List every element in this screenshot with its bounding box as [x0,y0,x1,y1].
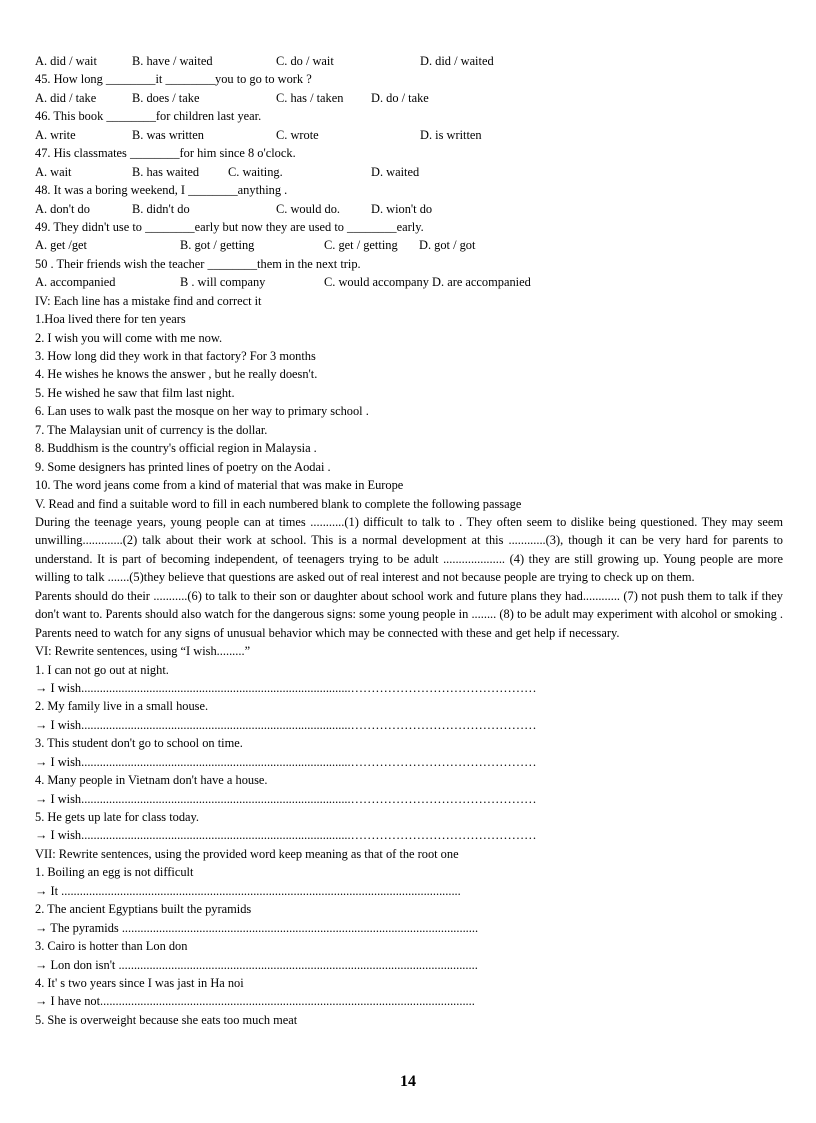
worksheet-page [35,52,783,1029]
page-number: 14 [400,1073,416,1090]
question-49: 49. They didn't use to ________early but now they are used to ________early. [35,219,424,234]
options-q47 [35,163,783,181]
question-50: 50 . Their friends wish the teacher ________them in the next trip. [35,256,361,271]
option-a: A. accompanied [35,275,116,290]
wish-answer-line: → I wish.......................................................................................……………………………………… [35,754,537,769]
option-b: B. have / waited [132,54,213,68]
wish-answer-line: → I wish.......................................................................................……………………………………… [35,680,537,695]
option-c: C. do / wait [276,54,334,68]
wish-item-5: 5. He gets up late for class today. [35,810,200,825]
sentence-9: 9. Some designers has printed lines of poetry on the Aodai . [35,459,331,474]
options-q45 [35,89,783,107]
rewrite-item-5: 5. She is overweight because she eats too much meat [35,1012,298,1027]
question-45: 45. How long ________it ________you to go to work ? [35,72,312,87]
question-47: 47. His classmates ________for him since 8 o'clock. [35,146,296,161]
question-48: 48. It was a boring weekend, I ________anything . [35,183,288,198]
option-d: D. is written [420,127,482,142]
wish-item-3: 3. This student don't go to school on time. [35,736,243,751]
section-vi-heading: VI: Rewrite sentences, using “I wish.........” [35,644,251,659]
option-c: C. waiting. [228,164,283,179]
question-46: 46. This book ________for children last year. [35,109,262,124]
options-q46 [35,126,783,144]
sentence-6: 6. Lan uses to walk past the mosque on her way to primary school . [35,404,369,419]
rewrite-item-3: 3. Cairo is hotter than Lon don [35,939,188,954]
option-a: A. did / take [35,90,97,105]
option-b: B . will company [180,275,266,290]
option-b: B. didn't do [132,201,190,216]
option-b: B. does / take [132,90,200,105]
option-d: D. wion't do [371,201,433,216]
sentence-7: 7. The Malaysian unit of currency is the dollar. [35,422,268,437]
option-c: C. has / taken [276,90,344,105]
options-q44 [35,52,783,70]
wish-item-4: 4. Many people in Vietnam don't have a house. [35,773,268,788]
option-d: D. did / waited [420,54,494,68]
section-v-heading: V. Read and find a suitable word to fill in each numbered blank to complete the following passage [35,496,522,511]
sentence-5: 5. He wished he saw that film last night. [35,385,235,400]
sentence-4: 4. He wishes he knows the answer , but he really doesn't. [35,367,318,382]
option-d: D. waited [371,164,420,179]
passage-paragraph-2: Parents should do their ...........(6) to talk to their son or daughter about school work and future plans they had............ (7) not push them to talk if they don't want to. Parents should also watch for the dangerous signs: some young people in ........ (8) to be adult may experiment with alcohol or smoking . Parents need to watch for any signs of unusual behavior which may be connected with these and get help if necessary. [35,588,783,640]
wish-item-1: 1. I can not go out at night. [35,662,169,677]
section-vii-heading: VII: Rewrite sentences, using the provided word keep meaning as that of the root one [35,846,459,861]
rewrite-answer-line: → Lon don isn't .................................................................................................................... [35,957,478,972]
wish-item-2: 2. My family live in a small house. [35,699,209,714]
options-q49 [35,236,783,254]
options-q48 [35,200,783,218]
rewrite-item-2: 2. The ancient Egyptians built the pyramids [35,902,252,917]
option-c: C. get / getting [324,238,398,253]
sentence-10: 10. The word jeans come from a kind of material that was make in Europe [35,478,404,493]
option-a: A. get /get [35,238,87,253]
option-d: D. do / take [371,90,429,105]
rewrite-item-1: 1. Boiling an egg is not difficult [35,865,194,880]
option-c: C. would do. [276,201,341,216]
passage-paragraph-1: During the teenage years, young people can at times ...........(1) difficult to talk to . They often seem to dislike being questioned. They may seem unwilling.............(2) talk about their work at school. This is a normal development at this ............(3), though it can be very hard for parents to understand. It is part of becoming independent, of teenagers trying to be adult .................... (4) they are still growing up. Young people are more willing to talk .......(5)they believe that questions are asked out of real interest and not because people are trying to check up on them. [35,514,783,585]
rewrite-item-4: 4. It' s two years since I was jast in Ha noi [35,975,244,990]
wish-answer-line: → I wish.......................................................................................……………………………………… [35,791,537,806]
sentence-8: 8. Buddhism is the country's official region in Malaysia . [35,441,317,456]
option-c: C. wrote [276,127,319,142]
option-c-d: C. would accompany D. are accompanied [324,275,531,290]
option-a: A. wait [35,164,72,179]
wish-answer-line: → I wish.......................................................................................……………………………………… [35,828,537,843]
option-a: A. write [35,127,76,142]
option-a: A. did / wait [35,54,97,68]
rewrite-answer-line: → The pyramids ................................................................................................................... [35,920,479,935]
section-iv-heading: IV: Each line has a mistake find and correct it [35,293,262,308]
sentence-2: 2. I wish you will come with me now. [35,330,223,345]
option-b: B. has waited [132,164,200,179]
rewrite-answer-line: → I have not......................................................................................................................... [35,994,475,1009]
wish-answer-line: → I wish.......................................................................................……………………………………… [35,717,537,732]
option-b: B. was written [132,127,204,142]
options-q50 [35,273,783,291]
option-d: D. got / got [419,238,476,253]
rewrite-answer-line: → It ................................................................................................................................. [35,883,461,898]
option-b: B. got / getting [180,238,255,253]
sentence-1: 1.Hoa lived there for ten years [35,312,186,327]
option-a: A. don't do [35,201,90,216]
sentence-3: 3. How long did they work in that factory? For 3 months [35,349,316,363]
